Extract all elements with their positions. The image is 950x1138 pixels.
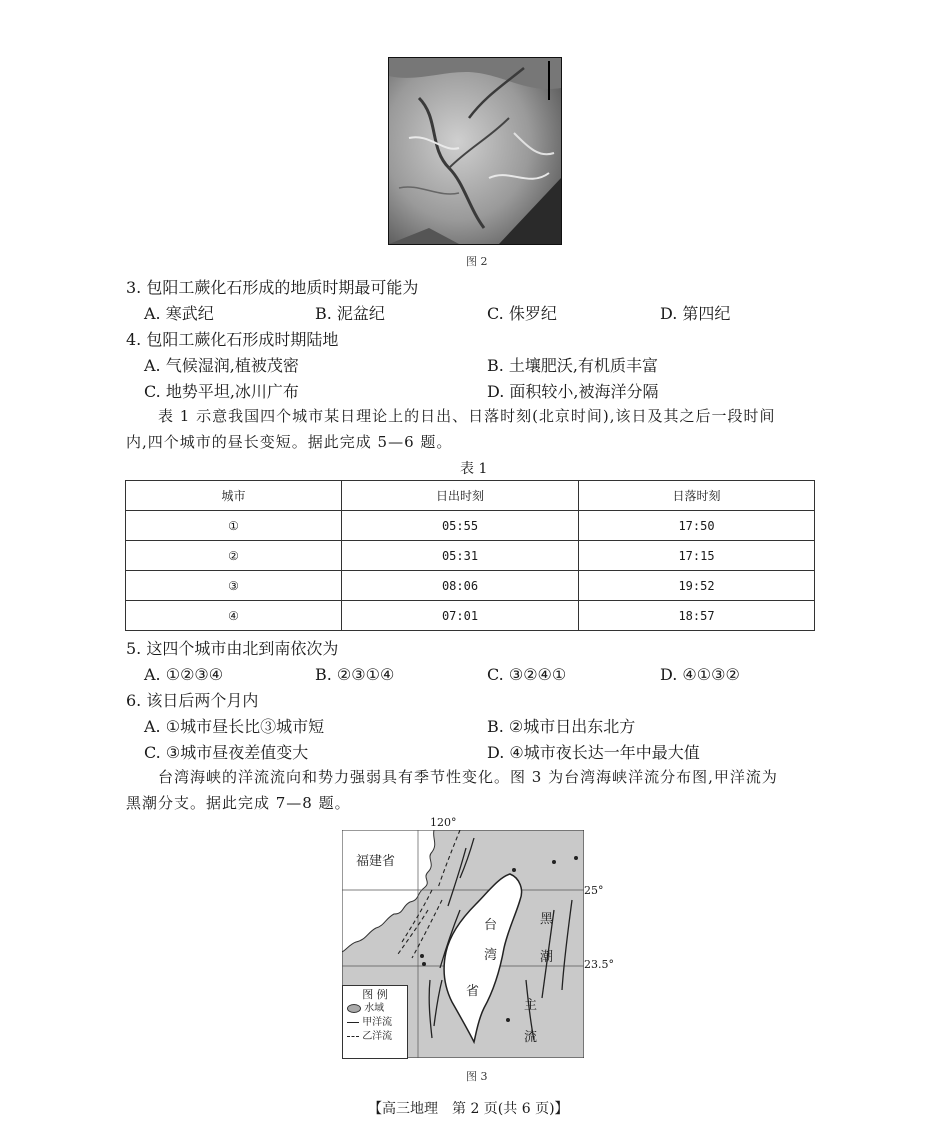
- label-fujian: 福建省: [356, 854, 396, 869]
- label-kuroshio-3: 主: [524, 998, 538, 1013]
- label-kuroshio-2: 潮: [540, 950, 554, 965]
- legend-yi-label: 乙洋流: [362, 1031, 393, 1042]
- table-cell: 05:31: [342, 541, 579, 571]
- q6-option-b[interactable]: B. ②城市日出东北方: [487, 717, 636, 736]
- table-header-city: 城市: [126, 481, 342, 511]
- legend-water: [343, 1002, 407, 1016]
- table1: [125, 480, 815, 631]
- q5-option-d[interactable]: D. ④①③②: [660, 665, 740, 684]
- figure2-caption: 图 2: [466, 255, 488, 268]
- table-cell: ③: [126, 571, 342, 601]
- legend-jia-label: 甲洋流: [362, 1017, 393, 1028]
- intro1-line1: 表 1 示意我国四个城市某日理论上的日出、日落时刻(北京时间),该日及其之后一段时间: [158, 407, 776, 425]
- intro2-line1: 台湾海峡的洋流流向和势力强弱具有季节性变化。图 3 为台湾海峡洋流分布图,甲洋流为: [158, 768, 778, 786]
- table-cell: 08:06: [342, 571, 579, 601]
- q6-option-c[interactable]: C. ③城市昼夜差值变大: [144, 743, 309, 762]
- map-legend: [342, 985, 408, 1059]
- q3-option-c[interactable]: C. 侏罗纪: [487, 304, 557, 323]
- lat-label-23-5: 23.5°: [584, 958, 614, 971]
- q5-option-c[interactable]: C. ③②④①: [487, 665, 567, 684]
- q6-stem: 6. 该日后两个月内: [126, 691, 259, 710]
- intro2-line2: 黑潮分支。据此完成 7—8 题。: [126, 794, 351, 812]
- legend-title: 图 例: [362, 988, 388, 1001]
- table-cell: 17:50: [579, 511, 815, 541]
- q4-option-b[interactable]: B. 土壤肥沃,有机质丰富: [487, 356, 659, 375]
- q3-option-b[interactable]: B. 泥盆纪: [315, 304, 385, 323]
- label-taiwan-1: 台: [484, 918, 498, 933]
- table-row: [126, 541, 815, 571]
- q4-option-d[interactable]: D. 面积较小,被海洋分隔: [487, 382, 659, 401]
- q5-option-b[interactable]: B. ②③①④: [315, 665, 395, 684]
- table-row: [126, 571, 815, 601]
- dashed-line-icon: [347, 1036, 359, 1037]
- table-cell: 19:52: [579, 571, 815, 601]
- q6-option-a[interactable]: A. ①城市昼长比③城市短: [144, 717, 325, 736]
- intro1-line2: 内,四个城市的昼长变短。据此完成 5—6 题。: [126, 433, 453, 451]
- label-taiwan-3: 省: [466, 984, 480, 999]
- solid-line-icon: [347, 1022, 359, 1023]
- q3-stem: 3. 包阳工蕨化石形成的地质时期最可能为: [126, 278, 419, 297]
- table-cell: ②: [126, 541, 342, 571]
- table-header-row: [126, 481, 815, 511]
- table-row: [126, 601, 815, 631]
- label-taiwan-2: 湾: [484, 948, 498, 963]
- table1-caption: 表 1: [460, 461, 488, 477]
- table-row: [126, 511, 815, 541]
- label-kuroshio-4: 流: [524, 1030, 538, 1045]
- table-header-sunrise: 日出时刻: [342, 481, 579, 511]
- q3-option-a[interactable]: A. 寒武纪: [144, 304, 214, 323]
- q4-stem: 4. 包阳工蕨化石形成时期陆地: [126, 330, 339, 349]
- table-header-sunset: 日落时刻: [579, 481, 815, 511]
- legend-water-label: 水域: [364, 1003, 385, 1014]
- page-footer: 【高三地理 第 2 页(共 6 页)】: [368, 1101, 569, 1117]
- q6-option-d[interactable]: D. ④城市夜长达一年中最大值: [487, 743, 700, 762]
- q4-option-a[interactable]: A. 气候湿润,植被茂密: [144, 356, 299, 375]
- table-cell: ④: [126, 601, 342, 631]
- table-cell: ①: [126, 511, 342, 541]
- q5-option-a[interactable]: A. ①②③④: [144, 665, 224, 684]
- q5-stem: 5. 这四个城市由北到南依次为: [126, 639, 339, 658]
- table-cell: 18:57: [579, 601, 815, 631]
- legend-jia: [343, 1016, 407, 1030]
- water-swatch-icon: [347, 1004, 361, 1013]
- table-cell: 05:55: [342, 511, 579, 541]
- q3-option-d[interactable]: D. 第四纪: [660, 304, 731, 323]
- legend-yi: [343, 1030, 407, 1044]
- q4-option-c[interactable]: C. 地势平坦,冰川广布: [144, 382, 299, 401]
- table-cell: 07:01: [342, 601, 579, 631]
- fossil-photo: [388, 57, 562, 245]
- label-kuroshio-1: 黑: [540, 912, 554, 927]
- figure3-caption: 图 3: [466, 1070, 488, 1083]
- lon-label-120: 120°: [430, 816, 457, 829]
- lat-label-25: 25°: [584, 884, 604, 897]
- table-cell: 17:15: [579, 541, 815, 571]
